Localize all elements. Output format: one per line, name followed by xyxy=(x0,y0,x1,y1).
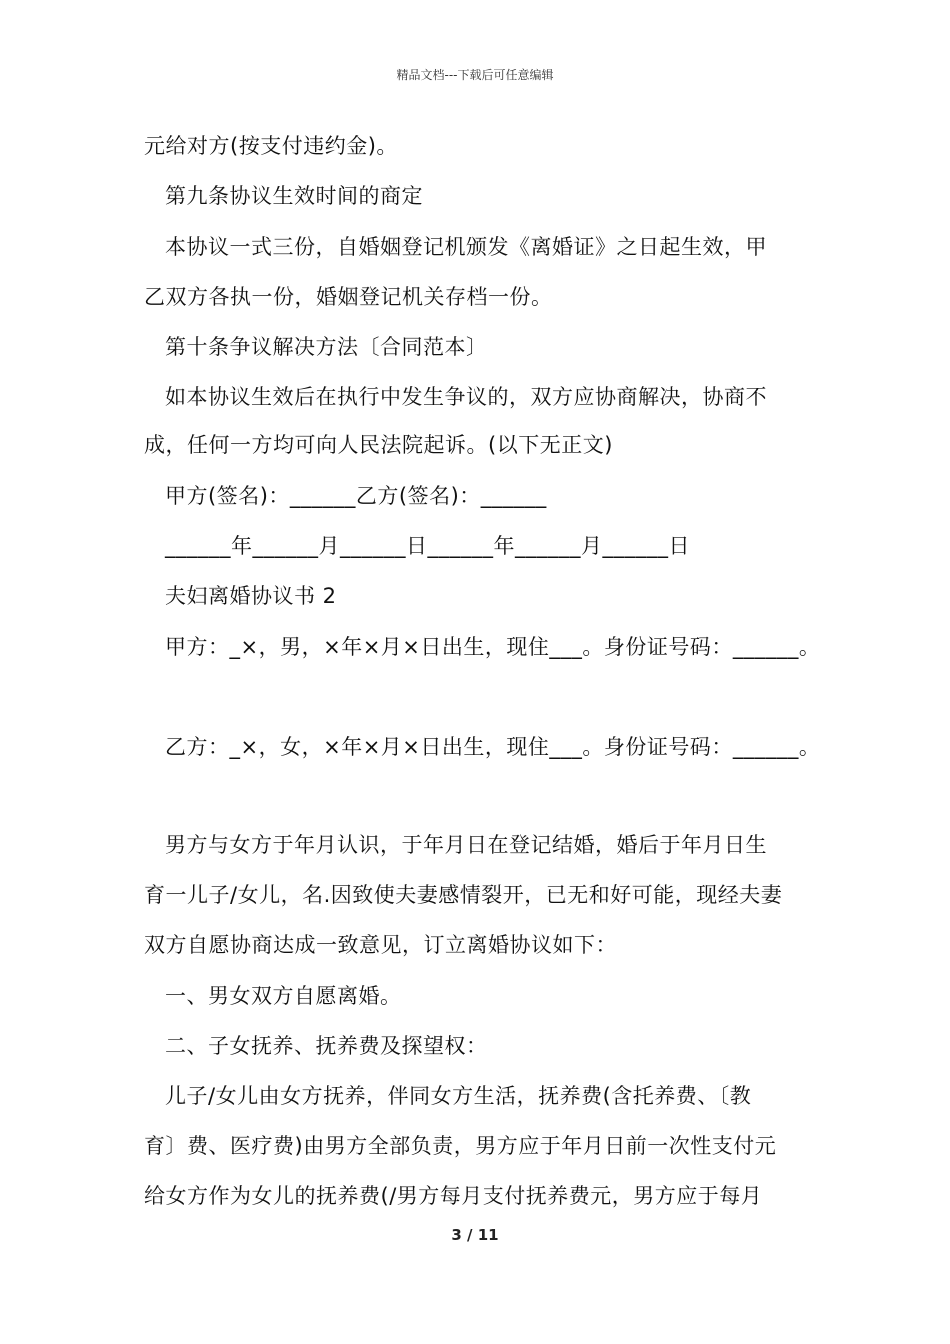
section-heading: 第十条争议解决方法〔合同范本〕 xyxy=(165,335,488,359)
paragraph-line: 双方自愿协商达成一致意见，订立离婚协议如下： xyxy=(144,933,617,957)
paragraph-line: 给女方作为女儿的抚养费(/男方每月支付抚养费元，男方应于每月 xyxy=(144,1184,763,1208)
paragraph-line: 成，任何一方均可向人民法院起诉。(以下无正文) xyxy=(144,433,613,457)
paragraph-line: 乙双方各执一份，婚姻登记机关存档一份。 xyxy=(144,285,553,309)
paragraph-line: 儿子/女儿由女方抚养，伴同女方生活，抚养费(含托养费、〔教 xyxy=(165,1084,752,1108)
page-header: 精品文档---下载后可任意编辑 xyxy=(396,68,554,82)
page-number: 3 / 11 xyxy=(451,1226,499,1244)
paragraph-line: 男方与女方于年月认识，于年月日在登记结婚，婚后于年月日生 xyxy=(165,833,767,857)
paragraph-line: 本协议一式三份，自婚姻登记机颁发《离婚证》之日起生效，甲 xyxy=(165,235,767,259)
paragraph-line: 元给对方(按支付违约金)。 xyxy=(144,134,398,158)
paragraph-line: 育〕费、医疗费)由男方全部负责，男方应于年月日前一次性支付元 xyxy=(144,1134,777,1158)
party-b-info: 乙方：_×，女，×年×月×日出生，现住___。身份证号码：______。 xyxy=(165,735,821,759)
signature-line: 甲方(签名)：______乙方(签名)：______ xyxy=(165,484,547,508)
date-line: ______年______月______日______年______月______日 xyxy=(165,534,690,558)
party-a-info: 甲方：_×，男，×年×月×日出生，现住___。身份证号码：______。 xyxy=(165,635,821,659)
section-heading: 第九条协议生效时间的商定 xyxy=(165,184,423,208)
document-title: 夫妇离婚协议书 2 xyxy=(165,584,337,608)
paragraph-line: 如本协议生效后在执行中发生争议的，双方应协商解决，协商不 xyxy=(165,385,767,409)
clause-heading: 二、子女抚养、抚养费及探望权： xyxy=(165,1034,488,1058)
clause-heading: 一、男女双方自愿离婚。 xyxy=(165,984,402,1008)
paragraph-line: 育一儿子/女儿，名.因致使夫妻感情裂开，已无和好可能，现经夫妻 xyxy=(144,883,783,907)
